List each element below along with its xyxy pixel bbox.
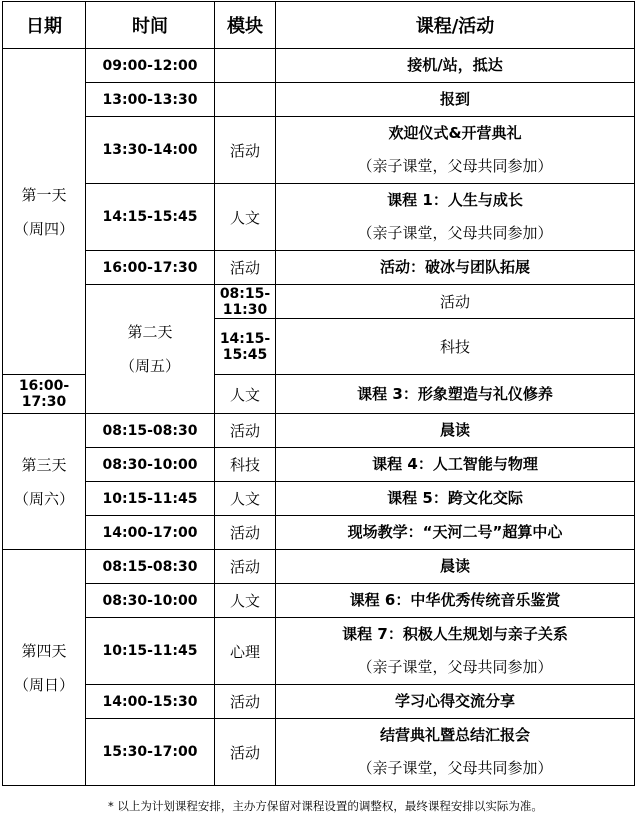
module-cell: 活动	[215, 550, 276, 584]
day-cell	[3, 49, 86, 375]
activity-line: 课程 4：人工智能与物理	[372, 455, 538, 473]
table-row	[3, 414, 635, 448]
activity-line: 课程 3：形象塑造与礼仪修养	[357, 384, 553, 403]
day-cell	[3, 550, 86, 786]
module-cell: 活动	[215, 251, 276, 285]
table-row	[3, 482, 635, 516]
module-cell: 活动	[215, 117, 276, 184]
activity-cell	[276, 49, 635, 83]
time-cell: 08:15-08:30	[86, 550, 215, 584]
time-cell: 16:00-17:30	[3, 375, 86, 414]
time-cell: 14:15-15:45	[86, 184, 215, 251]
table-row	[3, 49, 635, 83]
activity-line: 课程 7：积极人生规划与亲子关系	[342, 625, 568, 643]
header-module: 模块	[215, 2, 276, 49]
time-cell: 14:00-15:30	[86, 685, 215, 719]
activity-cell	[276, 584, 635, 618]
module-cell: 活动	[215, 516, 276, 550]
module-cell: 活动	[215, 414, 276, 448]
day-label: 第三天	[21, 455, 67, 474]
day-weekday: （周日）	[13, 675, 74, 694]
time-cell: 08:15-11:30	[215, 285, 276, 319]
day-weekday: （周五）	[119, 357, 180, 375]
header-activity: 课程/活动	[276, 2, 635, 49]
activity-cell	[276, 251, 635, 285]
module-cell: 人文	[215, 184, 276, 251]
activity-cell	[276, 414, 635, 448]
footnote: * 以上为计划课程安排，主办方保留对课程设置的调整权，最终课程安排以实际为准。	[108, 799, 543, 813]
module-cell: 人文	[215, 375, 276, 414]
activity-cell	[276, 375, 635, 414]
time-cell: 16:00-17:30	[86, 251, 215, 285]
schedule-table	[2, 1, 635, 786]
activity-line: 结营典礼暨总结汇报会	[379, 726, 530, 744]
day-label: 第四天	[21, 641, 67, 660]
table-row	[3, 448, 635, 482]
time-cell: 08:15-08:30	[86, 414, 215, 448]
time-cell: 08:30-10:00	[86, 584, 215, 618]
module-cell: 人文	[215, 584, 276, 618]
activity-note: （亲子课堂，父母共同参加）	[357, 658, 553, 676]
activity-line: 欢迎仪式&开营典礼	[388, 124, 522, 142]
day-weekday: （周四）	[13, 219, 74, 238]
activity-cell	[276, 184, 635, 251]
module-cell: 人文	[215, 482, 276, 516]
header-day: 日期	[3, 2, 86, 49]
header-time: 时间	[86, 2, 215, 49]
activity-line: 现场教学：“天河二号”超算中心	[347, 523, 563, 541]
day-label: 第二天	[127, 323, 173, 341]
module-cell	[215, 83, 276, 117]
activity-line: 晨读	[439, 421, 470, 439]
activity-line: 接机/站，抵达	[407, 56, 503, 74]
table-row	[3, 516, 635, 550]
activity-line: 晨读	[439, 557, 470, 575]
module-cell: 科技	[215, 448, 276, 482]
activity-note: （亲子课堂，父母共同参加）	[357, 759, 553, 777]
activity-cell	[276, 550, 635, 584]
time-cell: 15:30-17:00	[86, 719, 215, 786]
activity-line: 课程 6：中华优秀传统音乐鉴赏	[349, 591, 561, 609]
table-row	[3, 550, 635, 584]
day-label: 第一天	[21, 185, 67, 204]
module-cell	[215, 49, 276, 83]
table-row	[3, 618, 635, 685]
day-cell	[3, 414, 86, 550]
activity-line: 活动：破冰与团队拓展	[379, 258, 530, 276]
day-cell	[86, 285, 215, 414]
activity-line: 课程 5：跨文化交际	[387, 489, 523, 507]
time-cell: 09:00-12:00	[86, 49, 215, 83]
table-row	[3, 719, 635, 786]
module-cell: 活动	[276, 285, 635, 319]
table-row	[3, 251, 635, 285]
time-cell: 08:30-10:00	[86, 448, 215, 482]
table-row	[3, 184, 635, 251]
table-row	[3, 117, 635, 184]
header-row	[3, 2, 635, 49]
table-row	[3, 685, 635, 719]
activity-cell	[276, 516, 635, 550]
module-cell: 活动	[215, 685, 276, 719]
time-cell: 14:15-15:45	[215, 319, 276, 375]
activity-note: （亲子课堂，父母共同参加）	[357, 224, 553, 242]
module-cell: 活动	[215, 719, 276, 786]
time-cell: 14:00-17:00	[86, 516, 215, 550]
activity-cell	[276, 448, 635, 482]
activity-cell	[276, 83, 635, 117]
activity-line: 报到	[439, 90, 470, 108]
activity-cell	[276, 618, 635, 685]
activity-cell	[276, 719, 635, 786]
table-row	[3, 83, 635, 117]
activity-cell	[276, 685, 635, 719]
activity-line: 课程 1：人生与成长	[387, 191, 523, 209]
table-row	[3, 584, 635, 618]
activity-line: 学习心得交流分享	[394, 692, 515, 710]
time-cell: 13:30-14:00	[86, 117, 215, 184]
time-cell: 10:15-11:45	[86, 482, 215, 516]
time-cell: 13:00-13:30	[86, 83, 215, 117]
table-row	[3, 285, 635, 319]
activity-note: （亲子课堂，父母共同参加）	[357, 157, 553, 175]
time-cell: 10:15-11:45	[86, 618, 215, 685]
activity-cell	[276, 482, 635, 516]
module-cell: 科技	[276, 319, 635, 375]
module-cell: 心理	[215, 618, 276, 685]
activity-cell	[276, 117, 635, 184]
day-weekday: （周六）	[13, 489, 74, 508]
